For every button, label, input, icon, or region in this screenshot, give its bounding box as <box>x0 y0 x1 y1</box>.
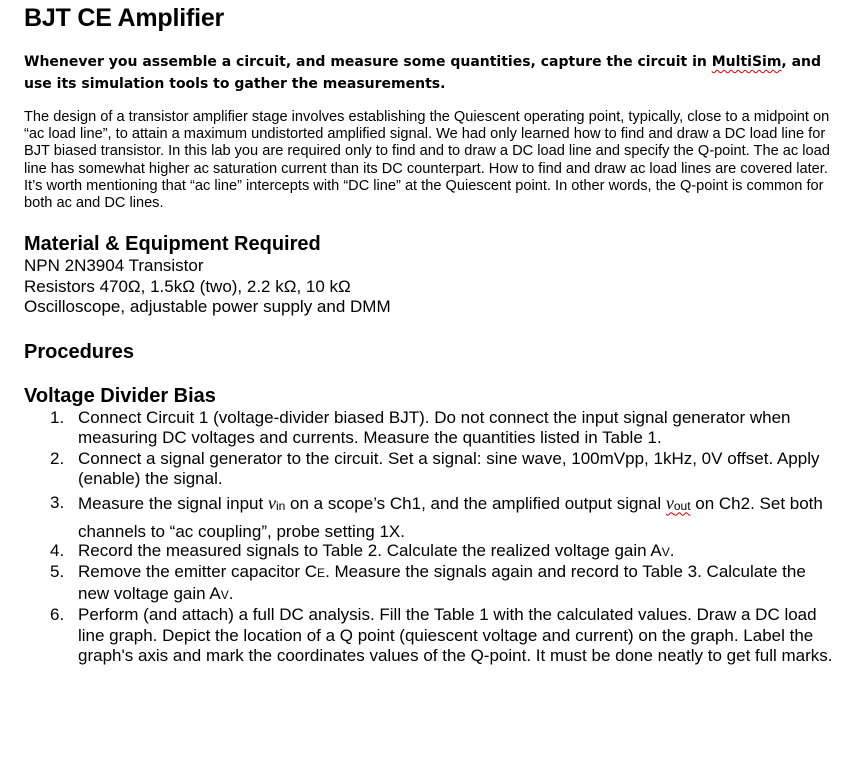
step-number: 5. <box>50 562 65 582</box>
step-text-a: Measure the signal input <box>78 493 268 513</box>
step-text: Connect Circuit 1 (voltage-divider biased BJT). Do not connect the input signal generator when measuring DC voltages and currents. Measure the quantities listed in Table 1. <box>78 407 791 448</box>
av-subscript: V <box>661 544 670 559</box>
materials-list <box>24 256 838 318</box>
step-number: 4. <box>50 540 65 560</box>
step-text-c: on Ch2. Set both channels to “ac coupling”, probe setting 1X. <box>78 493 823 541</box>
step-5 <box>24 562 838 605</box>
step-text-b: on a scope’s Ch1, and the amplified output signal <box>285 493 666 513</box>
procedures-heading: Procedures <box>24 340 135 363</box>
vin-subscript: in <box>275 498 286 513</box>
vout-symbol-group <box>666 494 691 513</box>
av-subscript: V <box>220 587 229 602</box>
steps-group-2 <box>24 490 838 606</box>
step-text: Connect a signal generator to the circuit. Set a signal: sine wave, 100mVpp, 1kHz, 0V offset. Apply (enable) the signal. <box>78 448 820 489</box>
steps-group-3 <box>24 605 838 667</box>
step-2 <box>24 449 838 490</box>
materials-heading: Material & Equipment Required <box>24 233 321 256</box>
intro-instruction <box>24 51 838 95</box>
voltage-divider-bias-heading: Voltage Divider Bias <box>24 384 216 407</box>
step-number: 2. <box>50 448 65 468</box>
material-item: NPN 2N3904 Transistor <box>24 256 204 276</box>
document-page <box>24 0 838 667</box>
vin-symbol: v <box>267 492 276 513</box>
step-3 <box>24 490 838 545</box>
step-4 <box>24 541 838 563</box>
intro-part1: Whenever you assemble a circuit, and measure some quantities, capture the circuit in <box>24 54 712 70</box>
step-text-b: . Measure the signals again and record to Table 3. Calculate the new voltage gain A <box>78 562 806 603</box>
material-item: Oscilloscope, adjustable power supply and DMM <box>24 297 391 317</box>
step-number: 3. <box>50 492 65 512</box>
step-text-a: Record the measured signals to Table 2. Calculate the realized voltage gain A <box>78 540 662 560</box>
step-text-b: . <box>669 540 675 560</box>
intro-part2: , and use its simulation tools to gather the measurements. <box>24 54 822 92</box>
description-paragraph: The design of a transistor amplifier stage involves establishing the Quiescent operating point, typically, close to a midpoint on “ac load line”, to attain a maximum undistorted amplified signal. We had only learned how to find and draw a DC load line for BJT biased transistor. In this lab you are required only to find and to draw a DC load line and specify the Q-point. The ac load line has somewhat higher ac saturation current than its DC counterpart. How to find and draw ac load lines are covered later. It’s worth mentioning that “ac line” intercepts with “DC line” at the Quiescent point. In other words, the Q-point is common for both ac and DC lines. <box>24 109 830 212</box>
vout-subscript: out <box>673 498 691 513</box>
step-text: Perform (and attach) a full DC analysis. Fill the Table 1 with the calculated values. Draw a DC load line graph. Depict the location of a Q point (quiescent voltage and current) on the graph. Label the graph's axis and mark the coordinates values of the Q-point. It must be done neatly to get full marks. <box>78 605 833 666</box>
material-item: Resistors 470Ω, 1.5kΩ (two), 2.2 kΩ, 10 kΩ <box>24 276 351 296</box>
step-number: 1. <box>50 407 65 427</box>
page-title: BJT CE Amplifier <box>24 4 225 32</box>
step-6 <box>24 605 838 667</box>
step-text-a: Remove the emitter capacitor C <box>78 562 318 582</box>
step-number: 6. <box>50 605 65 625</box>
vout-symbol: v <box>665 492 674 513</box>
step-text-c: . <box>228 583 234 603</box>
steps-group-1 <box>24 408 838 490</box>
multisim-word: MultiSim <box>711 54 782 70</box>
step-1 <box>24 408 838 449</box>
ce-subscript: E <box>317 566 326 581</box>
